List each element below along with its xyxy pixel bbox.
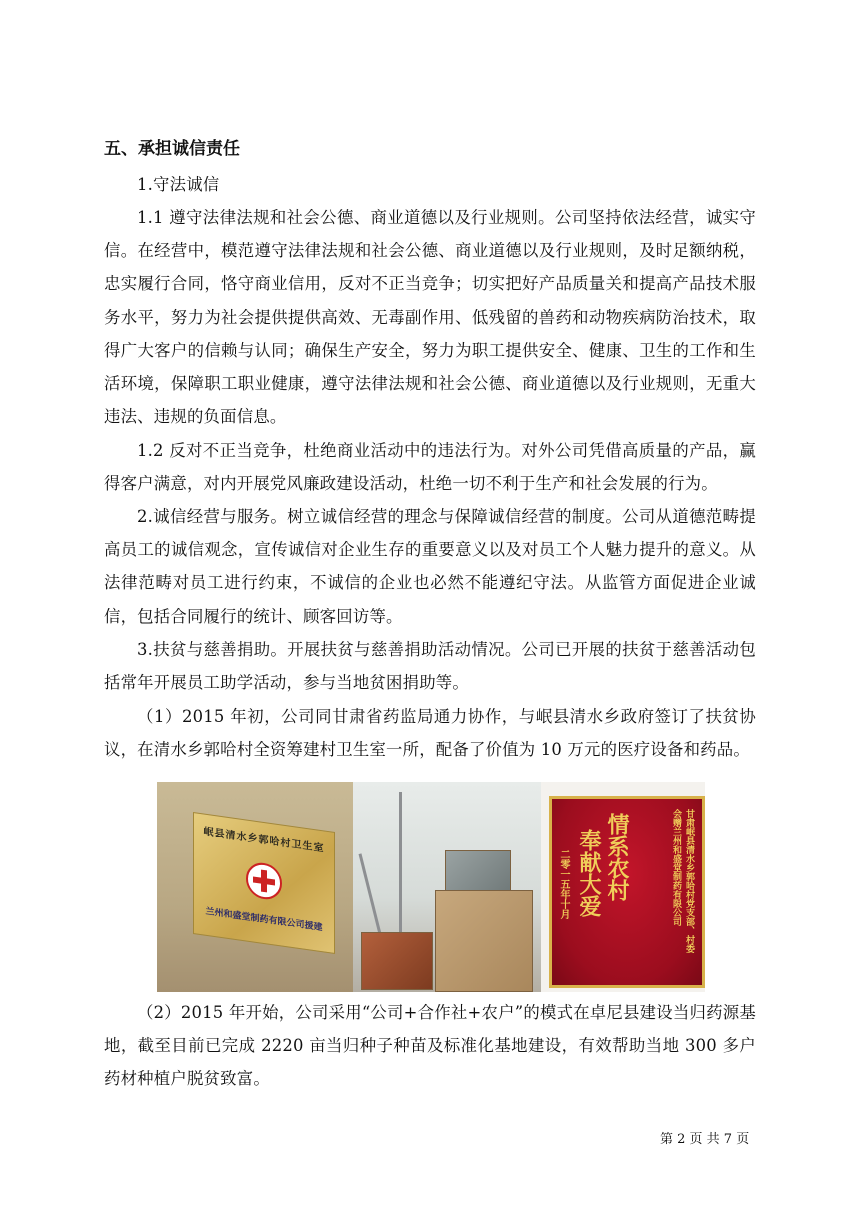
clinic-plaque	[193, 812, 335, 954]
cardboard-box	[435, 890, 533, 992]
plaque-title: 岷县清水乡郭哈村卫生室	[203, 826, 325, 855]
silk-banner	[549, 796, 705, 988]
section-heading: 五、承担诚信责任	[104, 139, 240, 159]
paragraph-law-title: 1.守法诚信	[137, 175, 220, 194]
photo-strip	[157, 782, 705, 992]
banner-date: 二零一五年十月	[558, 849, 569, 919]
red-cross-icon	[246, 860, 282, 901]
banner-donor: 甘肃岷县清水乡郭哈村党支部、村委会赠兰州和盛堂制药有限公司	[671, 809, 694, 953]
paragraph-1-1: 1.1 遵守法律法规和社会公德、商业道德以及行业规则。公司坚持依法经营，诚实守信。在经营中，模范遵守法律法规和社会公德、商业道德以及行业规则，及时足额纳税，忠实履行合同，恪守商业信用，反对不正当竞争；切实把好产品质量关和提高产品技术服务水平，努力为社会提供提供高效、无毒副作用、低残留的兽药和动物疾病防治技术，取得广大客户的信赖与认同；确保生产安全，努力为职工提供安全、健康、卫生的工作和生活环境，保障职工职业健康，遵守法律法规和社会公德、商业道德以及行业规则，无重大违法、违规的负面信息。	[104, 208, 756, 427]
paragraph-3-1: （1）2015 年初，公司同甘肃省药监局通力协作，与岷县清水乡政府签订了扶贫协议，在清水乡郭哈村全资筹建村卫生室一所，配备了价值为 10 万元的医疗设备和药品。	[104, 707, 756, 760]
plaque-footer: 兰州和盛堂制药有限公司援建	[205, 906, 323, 934]
paragraph-3-2: （2）2015 年开始，公司采用“公司+合作社+农户”的模式在卓尼县建设当归药源基地，截至目前已完成 2220 亩当归种子种苗及标准化基地建设，有效帮助当地 300 多户药材种植户脱贫致富。	[104, 1003, 756, 1089]
red-device	[361, 932, 433, 990]
paragraph-3: 3.扶贫与慈善捐助。开展扶贫与慈善捐助活动情况。公司已开展的扶贫于慈善活动包括常年开展员工助学活动，参与当地贫困捐助等。	[104, 640, 756, 693]
silk-banner-photo	[541, 782, 705, 992]
clinic-plaque-photo	[157, 782, 353, 992]
page-number: 第 2 页 共 7 页	[660, 1132, 750, 1147]
paragraph-2: 2.诚信经营与服务。树立诚信经营的理念与保障诚信经营的制度。公司从道德范畴提高员工的诚信观念，宣传诚信对企业生存的重要意义以及对员工个人魅力提升的意义。从法律范畴对员工进行约束，不诚信的企业也必然不能遵纪守法。从监管方面促进企业诚信，包括合同履行的统计、顾客回访等。	[104, 507, 756, 626]
banner-slogan-left: 奉献大爱	[576, 829, 602, 917]
banner-slogan-right: 情系农村	[604, 813, 630, 901]
medical-equipment-photo	[353, 782, 541, 992]
paragraph-1-2: 1.2 反对不正当竞争，杜绝商业活动中的违法行为。对外公司凭借高质量的产品，赢得客户满意，对内开展党风廉政建设活动，杜绝一切不利于生产和社会发展的行为。	[104, 441, 756, 494]
